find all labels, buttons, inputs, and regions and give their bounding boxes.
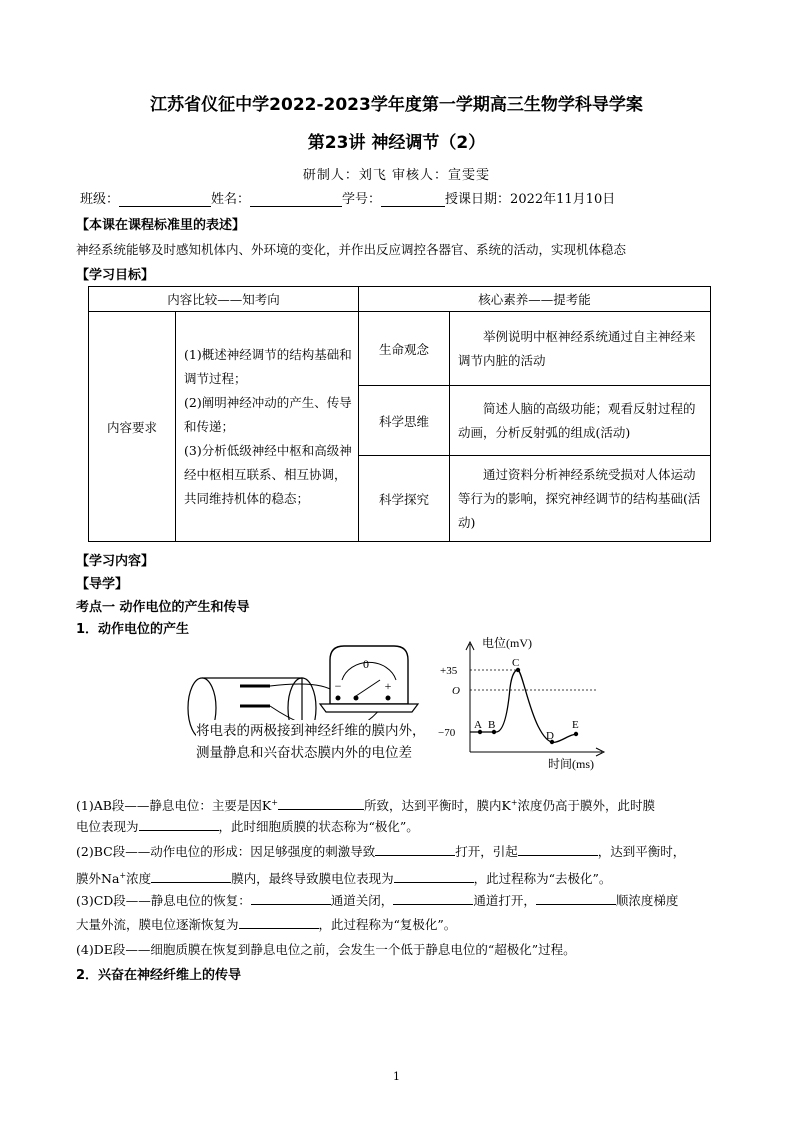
bc-line-2: [76, 864, 611, 891]
tick-p35: +35: [440, 665, 458, 677]
tick-origin: O: [452, 685, 460, 697]
point-d-label: D: [546, 730, 554, 742]
requirements-cell: [176, 312, 359, 542]
name-blank: [250, 192, 342, 207]
text: 打开，引起: [455, 844, 518, 859]
class-label: 班级：: [80, 192, 120, 207]
text: 通道关闭，: [330, 893, 394, 908]
graph-x-label: 时间(ms): [548, 757, 594, 771]
class-blank: [119, 192, 211, 207]
text: 顺浓度梯度: [615, 893, 679, 908]
goals-heading: 【学习目标】: [76, 268, 155, 283]
text: 膜外Na: [76, 871, 120, 887]
student-info-line: [80, 188, 615, 207]
requirement-item: (1)概述神经调节的结构基础和调节过程；: [184, 346, 352, 386]
page-number: 1: [393, 1070, 400, 1083]
ab-line-2: [76, 815, 419, 839]
id-label: 学号：: [342, 192, 382, 207]
text: 通道打开，: [473, 893, 536, 908]
goals-col1-header: 内容比较——知考向: [89, 287, 359, 312]
answer-blank[interactable]: [139, 816, 219, 831]
point-heading: 考点一 动作电位的产生和传导: [76, 600, 250, 615]
text: 所致，达到平衡时，膜内K: [363, 798, 511, 814]
id-blank: [381, 192, 445, 207]
goals-col2-header: 核心素养——提考能: [359, 287, 711, 312]
text: ，达到平衡时，: [597, 844, 686, 859]
lesson-title: 第23讲 神经调节（2）: [307, 133, 486, 153]
bc-line-1: [76, 840, 685, 864]
date-label: 授课日期：2022年11月10日: [445, 192, 616, 207]
text: (3)CD段——静息电位的恢复：: [76, 893, 251, 908]
literacy-desc: 通过资料分析神经系统受损对人体运动等行为的影响，探究神经调节的结构基础(活动): [450, 456, 711, 542]
document-title: 江苏省仪征中学2022-2023学年度第一学期高三生物学科导学案: [150, 95, 643, 115]
superscript: +: [119, 871, 127, 880]
sub-heading-2: 2．兴奋在神经纤维上的传导: [76, 968, 242, 983]
guide-heading: 【导学】: [76, 577, 129, 592]
answer-blank[interactable]: [151, 868, 231, 883]
figure-caption-line: 测量静息和兴奋状态膜内外的电位差: [196, 745, 412, 761]
meter-plus-label: +: [384, 679, 392, 693]
answer-blank[interactable]: [518, 841, 598, 856]
literacy-name: 科学思维: [359, 386, 450, 456]
text: 膜内，最终导致膜电位表现为: [231, 871, 394, 887]
text: ，此过程称为“复极化”。: [318, 917, 457, 932]
text: ，此时细胞质膜的状态称为“极化”。: [218, 819, 419, 834]
answer-blank[interactable]: [239, 914, 319, 929]
answer-blank[interactable]: [375, 841, 455, 856]
superscript: +: [271, 798, 278, 807]
name-label: 姓名：: [211, 192, 251, 207]
goals-table: [88, 286, 711, 542]
point-b-label: B: [488, 719, 496, 731]
answer-blank[interactable]: [393, 890, 473, 905]
content-heading: 【学习内容】: [76, 554, 155, 569]
literacy-name: 生命观念: [359, 312, 450, 386]
requirement-item: (2)阐明神经冲动的产生、传导和传递；: [184, 394, 352, 434]
standard-heading: 【本课在课程标准里的表述】: [76, 218, 246, 233]
sub-heading-1: 1．动作电位的产生: [76, 622, 190, 637]
answer-blank[interactable]: [251, 890, 331, 905]
de-line: (4)DE段——细胞质膜在恢复到静息电位之前，会发生一个低于静息电位的“超极化”过程。: [76, 942, 576, 957]
standard-text: 神经系统能够及时感知机体内、外环境的变化，并作出反应调控各器官、系统的活动，实现机体稳态: [76, 242, 627, 257]
text: 浓度仍高于膜外，此时膜: [517, 798, 656, 814]
apparatus-figure: [180, 640, 440, 790]
text: (1)AB段——静息电位：主要是因K: [76, 798, 272, 814]
text: (2)BC段——动作电位的形成：因足够强度的刺激导致: [76, 844, 376, 859]
figure-caption: [196, 720, 426, 764]
point-c-label: C: [512, 657, 520, 669]
answer-blank[interactable]: [536, 890, 616, 905]
text: 浓度: [126, 871, 152, 887]
point-a-label: A: [474, 719, 482, 731]
answer-blank[interactable]: [278, 795, 364, 810]
text: 电位表现为: [76, 819, 139, 834]
superscript: +: [510, 798, 518, 807]
text: ，此过程称为“去极化”。: [473, 871, 612, 887]
point-e-label: E: [572, 719, 579, 731]
text: 大量外流，膜电位逐渐恢复为: [76, 917, 239, 932]
graph-y-label: 电位(mV): [482, 636, 532, 650]
meter-minus-label: −: [334, 679, 342, 693]
row-label: 内容要求: [89, 312, 176, 542]
requirement-item: (3)分析低级神经中枢和高级神经中枢相互联系、相互协调，共同维持机体的稳态；: [184, 442, 352, 506]
cd-line-2: [76, 913, 456, 937]
meter-zero-label: 0: [363, 657, 369, 671]
literacy-desc: 简述人脑的高级功能；观看反射过程的动画，分析反射弧的组成(活动): [450, 386, 711, 456]
cd-line-1: [76, 889, 678, 913]
action-potential-graph: [438, 636, 618, 772]
literacy-name: 科学探究: [359, 456, 450, 542]
literacy-desc: 举例说明中枢神经系统通过自主神经来调节内脏的活动: [450, 312, 711, 386]
authors-line: 研制人：刘飞 审核人：宣雯雯: [302, 168, 491, 183]
answer-blank[interactable]: [394, 868, 474, 883]
figure-caption-line: 将电表的两极接到神经纤维的膜内外，: [196, 723, 426, 739]
tick-m70: −70: [438, 727, 456, 739]
